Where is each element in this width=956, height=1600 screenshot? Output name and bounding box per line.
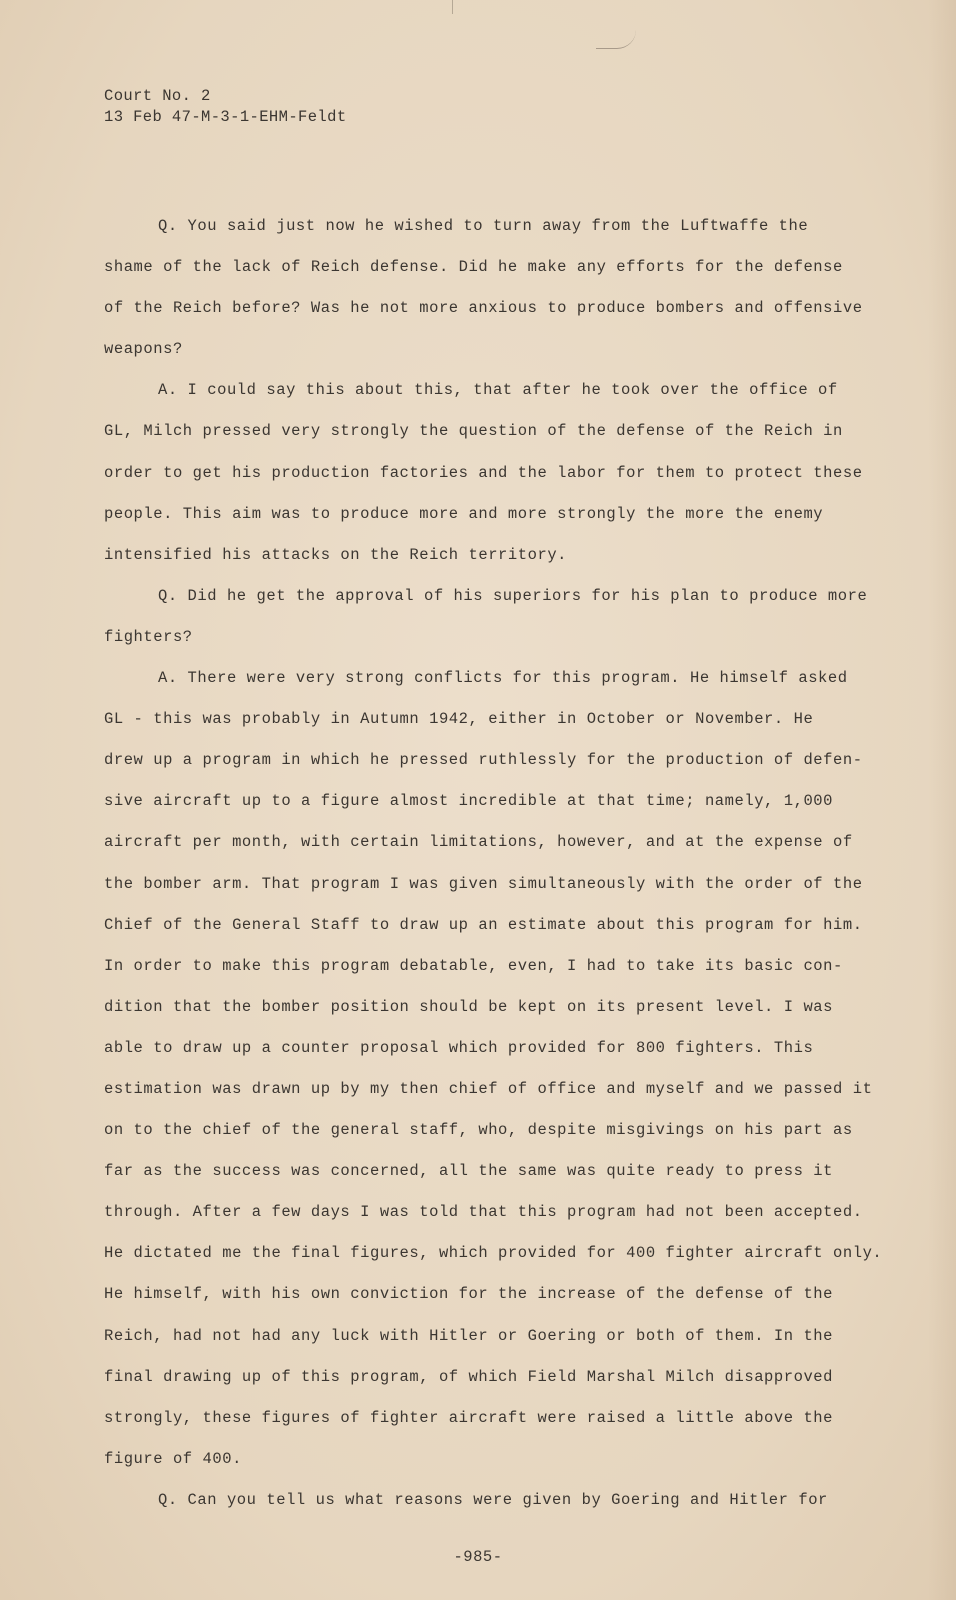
transcript-body <box>104 206 904 1521</box>
transcript-line: dition that the bomber position should be kept on its present level. I was <box>104 997 834 1016</box>
transcript-line: strongly, these figures of fighter aircraft were raised a little above the <box>104 1408 834 1427</box>
transcript-line: Reich, had not had any luck with Hitler or Goering or both of them. In the <box>104 1326 834 1345</box>
transcript-line: He himself, with his own conviction for the increase of the defense of the <box>104 1285 834 1304</box>
transcript-line: of the Reich before? Was he not more anxious to produce bombers and offensive <box>104 299 863 318</box>
transcript-line: shame of the lack of Reich defense. Did he make any efforts for the defense <box>104 258 843 277</box>
page-number: -985- <box>453 1548 503 1566</box>
transcript-line: the bomber arm. That program I was given simultaneously with the order of the <box>104 874 863 893</box>
transcript-line: He dictated me the final figures, which provided for 400 fighter aircraft only. <box>104 1244 883 1263</box>
transcript-line: figure of 400. <box>104 1449 242 1468</box>
transcript-line: Q. Did he get the approval of his superiors for his plan to produce more <box>158 586 868 605</box>
transcript-line: far as the success was concerned, all the same was quite ready to press it <box>104 1162 834 1181</box>
transcript-line: Q. Can you tell us what reasons were given by Goering and Hitler for <box>158 1490 828 1509</box>
transcript-line: through. After a few days I was told that this program had not been accepted. <box>104 1203 863 1222</box>
transcript-line: aircraft per month, with certain limitations, however, and at the expense of <box>104 833 853 852</box>
transcript-line: fighters? <box>104 627 193 646</box>
transcript-line: In order to make this program debatable, even, I had to take its basic con- <box>104 956 843 975</box>
transcript-line: Chief of the General Staff to draw up an estimate about this program for him. <box>104 915 863 934</box>
reference-code: 13 Feb 47-M-3-1-EHM-Feldt <box>104 108 347 126</box>
document-header <box>104 86 347 128</box>
pencil-mark <box>596 30 636 49</box>
transcript-line: people. This aim was to produce more and more strongly the more the enemy <box>104 504 824 523</box>
transcript-line: A. I could say this about this, that after he took over the office of <box>158 381 838 400</box>
transcript-line: weapons? <box>104 340 183 359</box>
transcript-line: GL, Milch pressed very strongly the question of the defense of the Reich in <box>104 422 843 441</box>
transcript-line: able to draw up a counter proposal which provided for 800 fighters. This <box>104 1038 814 1057</box>
transcript-line: order to get his production factories and the labor for them to protect these <box>104 463 863 482</box>
transcript-line: estimation was drawn up by my then chief of office and myself and we passed it <box>104 1079 873 1098</box>
transcript-line: intensified his attacks on the Reich territory. <box>104 545 568 564</box>
transcript-line: Q. You said just now he wished to turn away from the Luftwaffe the <box>158 217 809 235</box>
court-label: Court No. 2 <box>104 87 211 105</box>
paper-mark <box>452 0 453 14</box>
transcript-line: drew up a program in which he pressed ruthlessly for the production of defen- <box>104 751 863 770</box>
page-edge-shading <box>928 0 956 1600</box>
transcript-line: sive aircraft up to a figure almost incredible at that time; namely, 1,000 <box>104 792 834 811</box>
transcript-line: GL - this was probably in Autumn 1942, either in October or November. He <box>104 710 814 729</box>
transcript-line: on to the chief of the general staff, who, despite misgivings on his part as <box>104 1121 853 1140</box>
transcript-line: final drawing up of this program, of which Field Marshal Milch disapproved <box>104 1367 834 1386</box>
transcript-line: A. There were very strong conflicts for this program. He himself asked <box>158 669 848 688</box>
